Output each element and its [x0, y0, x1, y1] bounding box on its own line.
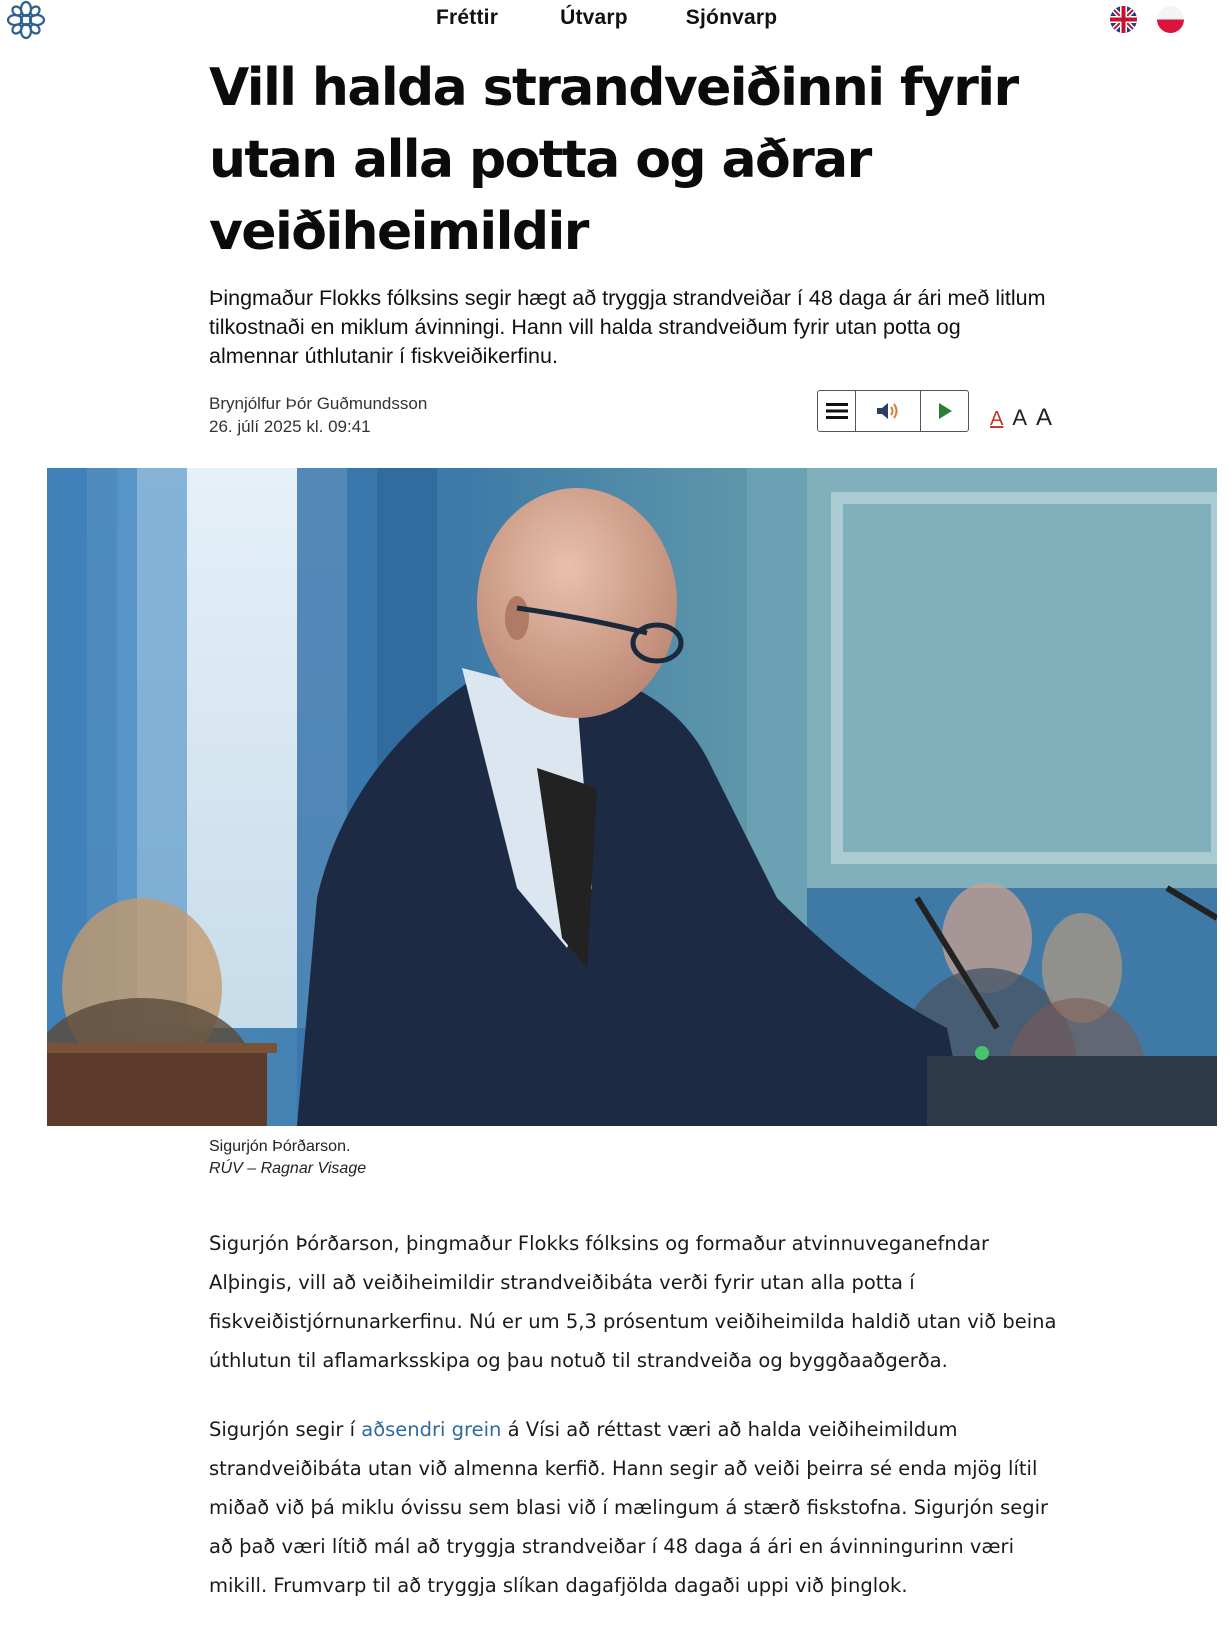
top-navigation-bar — [0, 0, 1230, 42]
text-size-controls — [990, 404, 1052, 432]
author-name: Brynjólfur Þór Guðmundsson — [209, 394, 428, 413]
text-size-medium[interactable]: A — [1012, 405, 1028, 430]
nav-item-frettir[interactable]: Fréttir — [436, 6, 499, 29]
paragraph-2-start: Sigurjón segir í — [209, 1418, 362, 1441]
caption-text: Sigurjón Þórðarson. — [209, 1138, 351, 1155]
text-size-small[interactable]: A — [990, 408, 1004, 430]
player-volume-button[interactable] — [856, 391, 921, 431]
main-nav — [436, 6, 777, 30]
inline-article-link[interactable]: aðsendri grein — [361, 1418, 502, 1441]
poland-flag-icon[interactable] — [1157, 6, 1184, 33]
photo-credit: RÚV – Ragnar Visage — [209, 1160, 367, 1177]
article-hero-image — [47, 468, 1217, 1126]
menu-icon — [826, 402, 848, 420]
ruv-logo-icon[interactable] — [6, 0, 46, 40]
paragraph-2-rest: á Vísi að réttast væri að halda veiðiheimildum strandveiðibáta utan við almenna kerfið. Hann segir að veiði þeirra sé enda mjög lítil miðað við þá miklu óvissu sem blasi við í mælingum á stærð fiskstofna. Sigurjón segir að það væri lítið mál að tryggja strandveiðar í 48 daga á ári en ávinningurinn væri mikill. Frumvarp til að tryggja slíkan dagafjölda dagaði uppi við þinglok. — [209, 1418, 1049, 1597]
player-menu-button[interactable] — [818, 391, 856, 431]
article-lead: Þingmaður Flokks fólksins segir hægt að tryggja strandveiðar í 48 daga ár ári með litlum tilkostnaði en miklum ávinningi. Hann vill halda strandveiðum fyrir utan potta og almennar úthlutanir í fiskveiðikerfinu. — [209, 286, 1046, 368]
article-headline: Vill halda strandveiðinni fyrir utan alla potta og aðrar veiðiheimildir — [209, 58, 1018, 262]
paragraph-1: Sigurjón Þórðarson, þingmaður Flokks fólksins og formaður atvinnuveganefndar Alþingis, vill að veiðiheimildir strandveiðibáta verði fyrir utan alla potta í fiskveiðistjórnunarkerfinu. Nú er um 5,3 prósentum veiðiheimilda haldið utan við beina úthlutun til aflamarksskipa og þau notuð til strandveiða og byggðaaðgerða. — [209, 1232, 1057, 1372]
nav-item-sjonvarp[interactable]: Sjónvarp — [685, 6, 778, 29]
byline — [209, 392, 427, 438]
paragraph-2 — [209, 1410, 1059, 1605]
language-switcher — [1110, 6, 1184, 33]
player-play-button[interactable] — [921, 391, 968, 431]
publish-date: 26. júlí 2025 kl. 09:41 — [209, 417, 371, 436]
speaker-icon — [875, 401, 901, 421]
text-size-large[interactable]: A — [1036, 404, 1053, 431]
nav-item-utvarp[interactable]: Útvarp — [560, 6, 628, 29]
image-caption — [209, 1136, 366, 1180]
uk-flag-icon[interactable] — [1110, 6, 1137, 33]
article-body — [209, 1224, 1059, 1635]
audio-player — [817, 390, 969, 432]
play-icon — [937, 402, 953, 420]
